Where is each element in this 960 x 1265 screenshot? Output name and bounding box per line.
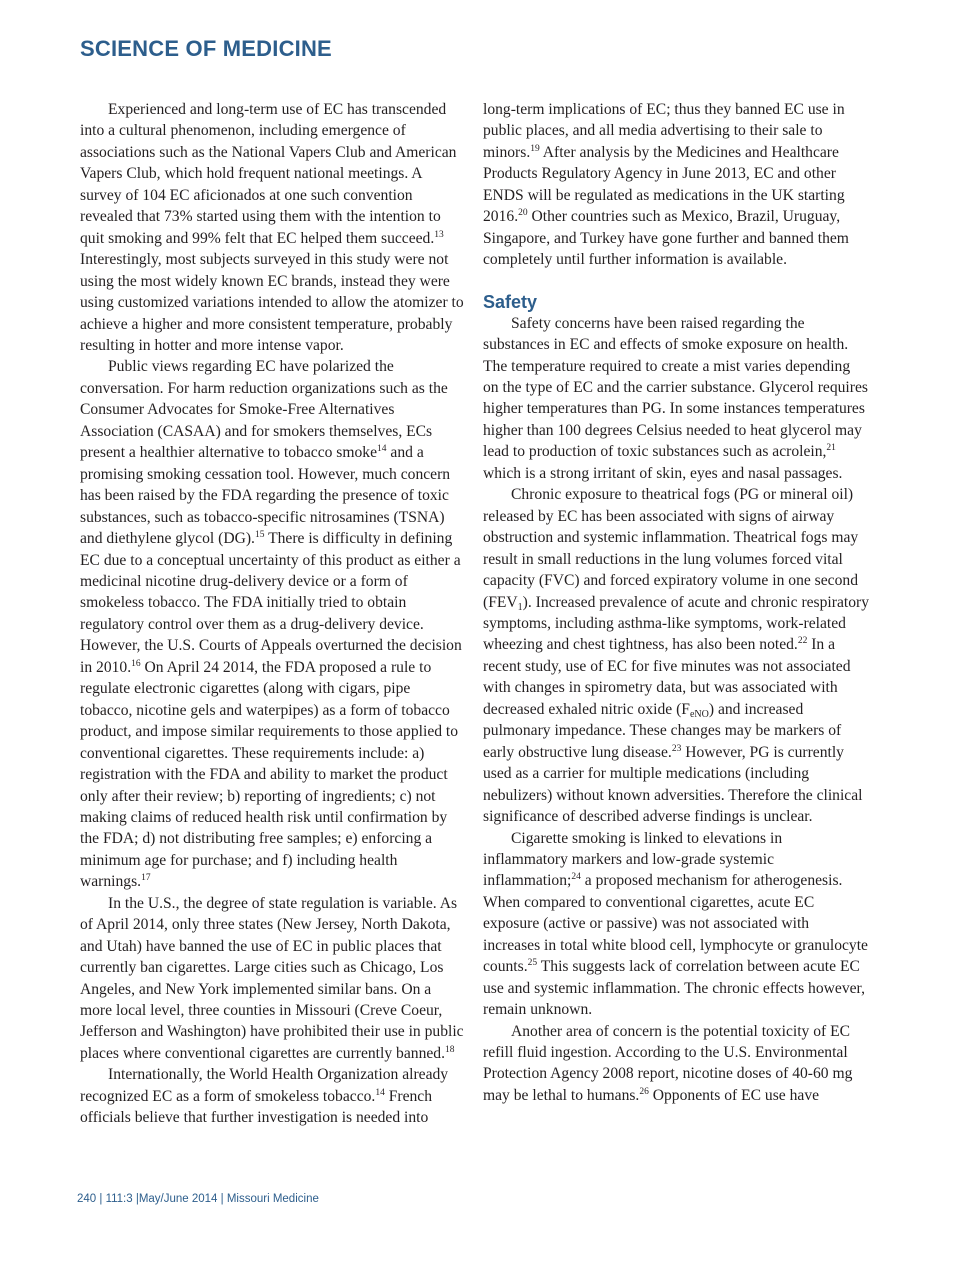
section-title: SCIENCE OF MEDICINE xyxy=(80,36,332,61)
citation-ref: 18 xyxy=(444,1044,455,1055)
body-paragraph: long-term implications of EC; thus they banned EC use in public places, and all media advertising to their sale to minors.$^{19}$ After analysis by the Medicines and Healthcare Products Regulatory Agency in June 2013, EC and other ENDS will be regulated as medications in the UK starting 2016.20 Other countries such as Mexico, Brazil, Uruguay, Singapore, and Turkey have gone further and banned them completely until further information is available. xyxy=(483,101,849,269)
citation-ref: 26 xyxy=(639,1086,649,1097)
citation-ref: 22 xyxy=(797,636,808,647)
citation-ref: 14 xyxy=(375,1087,385,1098)
page-footer: 240 | 111:3 |May/June 2014 | Missouri Medicine xyxy=(77,1193,319,1205)
citation-ref: 20 xyxy=(518,208,528,219)
citation-ref: 16 xyxy=(131,658,141,669)
body-paragraph: Chronic exposure to theatrical fogs (PG or mineral oil) released by EC has been associated with signs of airway obstruction and systemic inflammation. Theatrical fogs may result in small reductions in the lung volumes forced vital capacity (FVC) and forced expiratory volume in one second $(FEV_1)$. Increased prevalence of acute and chronic respiratory symptoms, including asthma-like symptoms, work-related wheezing and chest tightness, has also been noted.$^{22}$ In a recent study, use of EC for five minutes was not associated with changes in spirometry data, but was associated with decreased exhaled nitric oxide $(F_{eNO})$ and increased pulmonary impedance. These changes may be markers of early obstructive lung disease.$^{23}$ However, PG is currently used as a carrier for multiple medications (including nebulizers) without known adversities. Therefore the clinical significance of described adverse findings is unclear. xyxy=(483,486,869,826)
left-column xyxy=(80,99,464,1129)
body-paragraph: In the U.S., the degree of state regulation is variable. As of April 2014, only three states (New Jersey, North Dakota, and Utah) have banned the use of EC in public places that currently ban cigarettes. Large cities such as Chicago, Los Angeles, and New York implemented similar bans. On a more local level, three counties in Missouri (Creve Coeur, Jefferson and Washington) have prohibited their use in public places where conventional cigarettes are currently banned.$^{18}$ xyxy=(80,894,464,1062)
citation-ref: 15 xyxy=(254,530,265,541)
citation-ref: 14 xyxy=(377,444,387,455)
subscript: eNO xyxy=(689,708,709,720)
subscript: 1 xyxy=(517,601,523,613)
citation-ref: 25 xyxy=(527,958,538,969)
citation-ref: 17 xyxy=(141,873,151,884)
body-paragraph: Another area of concern is the potential toxicity of EC refill fluid ingestion. According to the U.S. Environmental Protection Agency 2008 report, nicotine doses of 40-60 mg may be lethal to humans.$^{26}$ Opponents of EC use have xyxy=(483,1022,853,1104)
right-column xyxy=(483,99,869,1106)
body-paragraph: Internationally, the World Health Organization already recognized EC as a form of smokeless tobacco.$^{14}$ French officials believe that further investigation is needed into xyxy=(80,1066,449,1127)
citation-ref: 24 xyxy=(571,872,581,883)
body-paragraph: Experienced and long-term use of EC has transcended into a cultural phenomenon, including emergence of associations such as the National Vapers Club and American Vapers Club, which hold frequent national meetings. A survey of 104 EC aficionados at one such convention revealed that 73% started using them with the intention to quit smoking and 99% felt that EC helped them succeed.$^{13}$ Interestingly, most subjects surveyed in this study were not using the most widely known EC brands, instead they were using customized variations intended to allow the atomizer to achieve a higher and more consistent temperature, probably resulting in hotter and more intense vapor. xyxy=(80,101,464,354)
body-paragraph: Cigarette smoking is linked to elevations in inflammatory markers and low-grade systemic inflammation;$^{24}$ a proposed mechanism for atherogenesis. When compared to conventional cigarettes, acute EC exposure (active or passive) was not associated with increases in total white blood cell, lymphocyte or granulocyte counts.$^{25}$ This suggests lack of correlation between acute EC use and systemic inflammation. The chronic effects however, remain unknown. xyxy=(483,829,868,1019)
body-paragraph: Safety concerns have been raised regarding the substances in EC and effects of smoke exposure on health. The temperature required to create a mist varies depending on the type of EC and the carrier substance. Glycerol requires higher temperatures than PG. In some instances temperatures higher than 100 degrees Celsius needed to heat glycerol may lead to production of toxic substances such as acrolein,$^{21}$ which is a strong irritant of skin, eyes and nasal passages. xyxy=(483,314,868,482)
citation-ref: 23 xyxy=(671,743,682,754)
citation-ref: 19 xyxy=(530,143,540,154)
body-paragraph: Public views regarding EC have polarized the conversation. For harm reduction organizations such as the Consumer Advocates for Smoke-Free Alternatives Association (CASAA) and for smokers themselves, ECs present a healthier alternative to tobacco smoke$^{14}$ and a promising smoking cessation tool. However, much concern has been raised by the FDA regarding the presence of toxic substances, such as tobacco-specific nitrosamines (TSNA) and diethylene glycol (DG).$^{15}$ There is difficulty in defining EC due to a conceptual uncertainty of this product as either a medicinal nicotine drug-delivery device or a form of smokeless tobacco. The FDA initially tried to obtain regulatory control over them as a drug-delivery device. However, the U.S. Courts of Appeals overturned the decision in 2010.16 On April 24 2014, the FDA proposed a rule to regulate electronic cigarettes (along with cigars, pipe tobacco, nicotine gels and waterpipes) as a form of tobacco product, and impose similar requirements to those applied to conventional cigarettes. These requirements include: a) registration with the FDA and ability to market the product only after their review; b) reporting of ingredients; c) not making claims of reduced health risk until confirmation by the FDA; d) not distributing free samples; e) enforcing a minimum age for purchase; and f) including health warnings.$^{17}$ xyxy=(80,358,462,891)
citation-ref: 13 xyxy=(434,229,444,240)
citation-ref: 21 xyxy=(826,443,836,454)
safety-heading: Safety xyxy=(483,291,538,312)
